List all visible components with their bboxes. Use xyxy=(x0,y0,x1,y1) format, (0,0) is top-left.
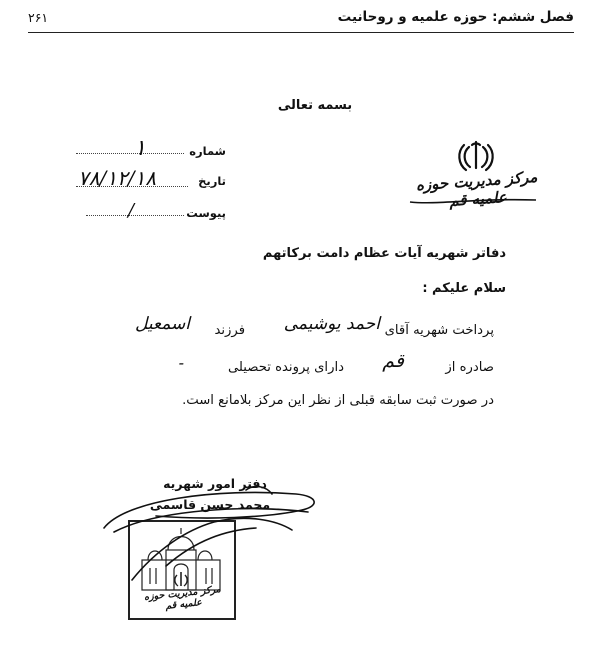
running-header xyxy=(28,8,574,33)
line1-father: اسمعیل xyxy=(134,314,190,334)
line2-file: دارای پرونده تحصیلی xyxy=(227,360,344,375)
line2-file-value: - xyxy=(178,353,184,372)
line2-city: قم xyxy=(382,350,404,372)
salutation: سلام علیکم : xyxy=(422,281,506,296)
page-number: ۲۶۱ xyxy=(28,10,49,25)
iran-emblem-icon xyxy=(455,138,497,174)
date-field xyxy=(76,166,226,192)
attachment-field xyxy=(76,200,226,224)
date-label: تاریخ xyxy=(198,174,226,188)
attachment-label: پیوست xyxy=(186,206,226,220)
number-label: شماره xyxy=(189,144,226,158)
office-holder: محمد حسن قاسمی xyxy=(149,497,271,512)
line1-prefix: پرداخت شهریه آقای xyxy=(384,323,494,338)
attachment-value: / xyxy=(128,200,135,221)
organization-logotype: مرکز مدیریت حوزه علمیه قم xyxy=(415,167,538,210)
stamp-caption: مرکز مدیریت حوزه علمیه قم xyxy=(143,584,222,612)
number-field xyxy=(76,136,226,162)
attachment-dots xyxy=(86,215,184,216)
line3: در صورت ثبت سابقه قبلی از نظر این مرکز بلامانع است. xyxy=(182,393,494,408)
line1-child-of: فرزند xyxy=(214,323,245,338)
number-value: ۱ xyxy=(134,136,146,161)
line2-issued: صادره از xyxy=(445,360,494,375)
invocation: بسمه تعالی xyxy=(277,98,353,113)
handwritten-signature xyxy=(96,470,326,590)
line1-name: احمد یوشیمی xyxy=(283,314,380,334)
office-title: دفتر امور شهریه xyxy=(163,476,267,491)
date-value: ۷۸/۱۲/۱۸ xyxy=(78,166,156,190)
chapter-title: فصل ششم: حوزه علمیه و روحانیت xyxy=(337,9,574,25)
logotype-flourish xyxy=(408,196,538,206)
number-dots xyxy=(76,153,184,154)
addressee: دفاتر شهریه آیات عظام دامت برکاتهم xyxy=(262,246,506,261)
